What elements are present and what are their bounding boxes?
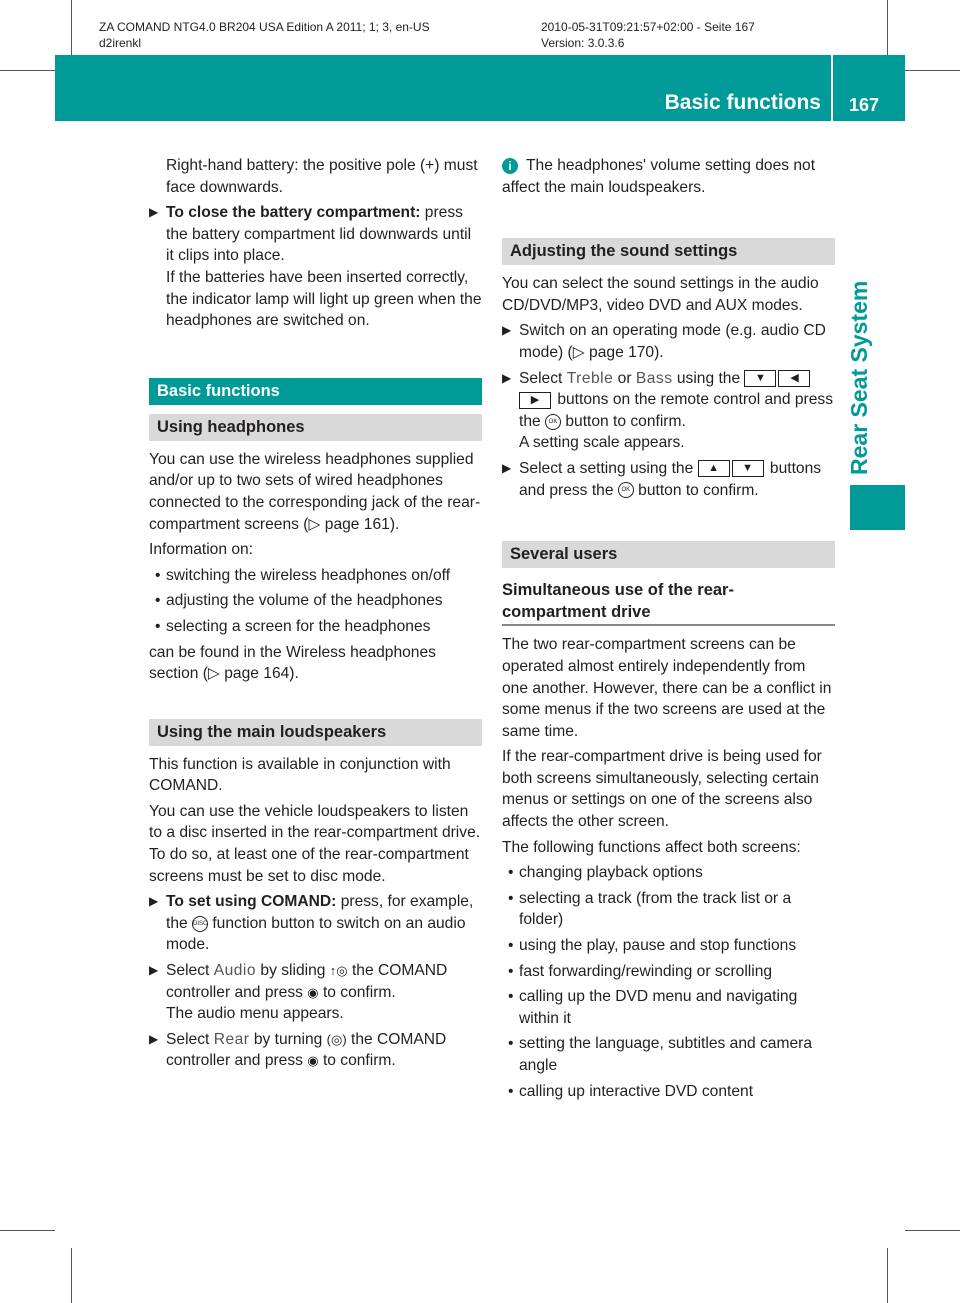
step-text: or xyxy=(613,369,636,387)
crop-mark xyxy=(71,1248,72,1303)
step-text: button to confirm. xyxy=(633,481,759,499)
turn-controller-icon: (◎) xyxy=(326,1031,347,1047)
ok-button-icon: OK xyxy=(545,414,561,430)
print-meta-right xyxy=(541,19,755,51)
up-button-icon: ▲ xyxy=(698,460,730,477)
step-result: The audio menu appears. xyxy=(166,1005,344,1023)
list-item: • calling up interactive DVD content xyxy=(508,1082,754,1100)
list-item-text: fast forwarding/rewinding or scrolling xyxy=(519,962,773,980)
step-text: by turning xyxy=(249,1030,327,1048)
instruction-step xyxy=(149,960,482,1025)
list-item: • selecting a track (from the track list or a folder) xyxy=(508,889,792,929)
page-number: 167 xyxy=(848,95,879,115)
info-icon: i xyxy=(502,158,518,174)
ok-button-icon: OK xyxy=(618,482,634,498)
list-item-text: switching the wireless headphones on/off xyxy=(166,566,451,584)
list-item-text: calling up interactive DVD content xyxy=(519,1082,754,1100)
instruction-step xyxy=(149,202,482,332)
paragraph: can be found in the Wireless headphones section (▷ page 164). xyxy=(149,643,436,683)
instruction-step xyxy=(149,891,482,956)
slide-up-controller-icon: ↑◎ xyxy=(329,963,348,979)
paragraph: The two rear-compartment screens can be operated almost entirely independently from one another. However, there can be a conflict in some menus if the two screens are used at the same time. xyxy=(502,636,832,740)
list-item-text: adjusting the volume of the headphones xyxy=(166,592,443,610)
divider xyxy=(831,55,833,121)
paragraph: This function is available in conjunction with COMAND. xyxy=(149,755,451,795)
step-text: press, for example, the xyxy=(166,893,474,932)
crop-mark xyxy=(71,0,72,55)
step-result: If the batteries have been inserted correctly, the indicator lamp will light up green when the headphones are switched on. xyxy=(166,268,482,330)
press-controller-icon: ◉ xyxy=(307,984,319,1000)
list-item-text: calling up the DVD menu and navigating within it xyxy=(519,988,798,1027)
step-text: the COMAND controller and press xyxy=(166,962,448,1001)
chapter-tab xyxy=(850,485,905,530)
step-label: To close the battery compartment: xyxy=(166,204,421,222)
menu-item-name: Treble xyxy=(566,369,614,387)
crop-mark xyxy=(905,70,960,71)
instruction-step xyxy=(502,458,835,501)
crop-mark xyxy=(0,1230,55,1231)
paragraph: The following functions affect both screens: xyxy=(502,838,801,856)
step-arrow-icon: ▶ xyxy=(149,205,159,220)
header-band xyxy=(55,55,905,121)
print-meta-left xyxy=(99,19,430,51)
menu-item-name: Rear xyxy=(213,1030,250,1048)
chapter-label: Rear Seat System xyxy=(846,280,872,475)
step-arrow-icon: ▶ xyxy=(149,963,159,978)
step-text: button to confirm. xyxy=(561,412,686,430)
section-title: Basic functions xyxy=(664,91,821,114)
list-item-text: setting the language, subtitles and camera angle xyxy=(519,1035,813,1074)
step-text: Select xyxy=(519,369,567,387)
paragraph: Right-hand battery: the positive pole (+) must face downwards. xyxy=(166,157,478,196)
step-text: to confirm. xyxy=(318,1052,396,1070)
step-text: Select a setting using the xyxy=(519,459,698,477)
right-button-icon: ▶ xyxy=(519,392,551,409)
step-text: press the battery compartment lid downwards until it clips into place. xyxy=(166,204,472,265)
paragraph: If the rear-compartment drive is being used for both screens simultaneously, selecting certain menus or settings on one of the screens also affects the other screen. xyxy=(502,748,822,831)
crop-mark xyxy=(887,1248,888,1303)
list-item-text: using the play, pause and stop functions xyxy=(519,937,797,955)
meta-text: ZA COMAND NTG4.0 BR204 USA Edition A 2011; 1; 3, en-US xyxy=(99,20,430,34)
list-item-text: changing playback options xyxy=(519,864,703,882)
left-button-icon: ◀ xyxy=(778,370,810,387)
section-heading: Basic functions xyxy=(149,378,482,405)
step-arrow-icon: ▶ xyxy=(502,460,512,475)
note-text: The headphones' volume setting does not affect the main loudspeakers. xyxy=(502,157,816,196)
subsection-heading: Adjusting the sound settings xyxy=(502,238,835,265)
disc-button-icon: DISC xyxy=(192,916,208,932)
note xyxy=(502,155,835,198)
list-item: • changing playback options xyxy=(508,864,703,882)
list-item: • using the play, pause and stop functions xyxy=(508,937,797,955)
list-item: • calling up the DVD menu and navigating within it xyxy=(508,988,798,1027)
step-label: To set using COMAND: xyxy=(166,893,337,911)
down-button-icon: ▼ xyxy=(744,370,776,387)
step-result: A setting scale appears. xyxy=(519,434,685,452)
list-item: • adjusting the volume of the headphones xyxy=(155,592,443,610)
subsection-heading: Using the main loudspeakers xyxy=(149,719,482,746)
left-column xyxy=(149,155,482,1076)
step-arrow-icon: ▶ xyxy=(502,370,512,385)
step-text: by sliding xyxy=(256,962,330,980)
meta-text: Version: 3.0.3.6 xyxy=(541,36,625,50)
list-item-text: selecting a screen for the headphones xyxy=(166,617,431,635)
menu-item-name: Bass xyxy=(635,369,673,387)
meta-text: d2irenkl xyxy=(99,36,142,50)
topic-heading: Simultaneous use of the rear-compartment drive xyxy=(502,580,835,626)
step-text: Select xyxy=(166,962,214,980)
step-text: to confirm. xyxy=(318,983,396,1001)
list-item-text: selecting a track (from the track list or a folder) xyxy=(519,889,792,929)
down-button-icon: ▼ xyxy=(732,460,764,477)
subsection-heading: Several users xyxy=(502,541,835,568)
step-text: buttons on the remote control and press the xyxy=(519,391,833,430)
menu-item-name: Audio xyxy=(213,962,257,980)
right-column xyxy=(502,155,835,1106)
meta-text: 2010-05-31T09:21:57+02:00 - Seite 167 xyxy=(541,20,755,34)
paragraph: Information on: xyxy=(149,541,254,559)
instruction-step xyxy=(502,320,835,363)
list-item: • selecting a screen for the headphones xyxy=(155,617,431,635)
press-controller-icon: ◉ xyxy=(307,1053,319,1069)
instruction-step xyxy=(502,368,835,454)
step-arrow-icon: ▶ xyxy=(502,323,512,338)
list-item: • fast forwarding/rewinding or scrolling xyxy=(508,962,773,980)
crop-mark xyxy=(887,0,888,55)
step-text: buttons and press the xyxy=(519,459,822,499)
step-text: Select xyxy=(166,1030,214,1048)
instruction-step xyxy=(149,1029,482,1072)
list-item: • switching the wireless headphones on/off xyxy=(155,566,451,584)
crop-mark xyxy=(905,1230,960,1231)
step-text: Switch on an operating mode (e.g. audio CD mode) (▷ page 170). xyxy=(519,322,826,361)
paragraph: You can use the vehicle loudspeakers to listen to a disc inserted in the rear-compartment drive. To do so, at least one of the rear-compartment screens must be set to disc mode. xyxy=(149,802,481,885)
paragraph: You can select the sound settings in the audio CD/DVD/MP3, video DVD and AUX modes. xyxy=(502,275,819,314)
step-text: using the xyxy=(672,369,745,387)
step-arrow-icon: ▶ xyxy=(149,894,159,909)
list-item: • setting the language, subtitles and camera angle xyxy=(508,1035,813,1074)
paragraph: You can use the wireless headphones supplied and/or up to two sets of wired headphones connected to the corresponding jack of the rear-compartment screens (▷ page 161). xyxy=(149,450,481,533)
step-arrow-icon: ▶ xyxy=(149,1031,159,1046)
subsection-heading: Using headphones xyxy=(149,414,482,441)
step-text: the COMAND controller and press xyxy=(166,1030,447,1070)
crop-mark xyxy=(0,70,55,71)
step-text: function button to switch on an audio mode. xyxy=(166,914,466,954)
